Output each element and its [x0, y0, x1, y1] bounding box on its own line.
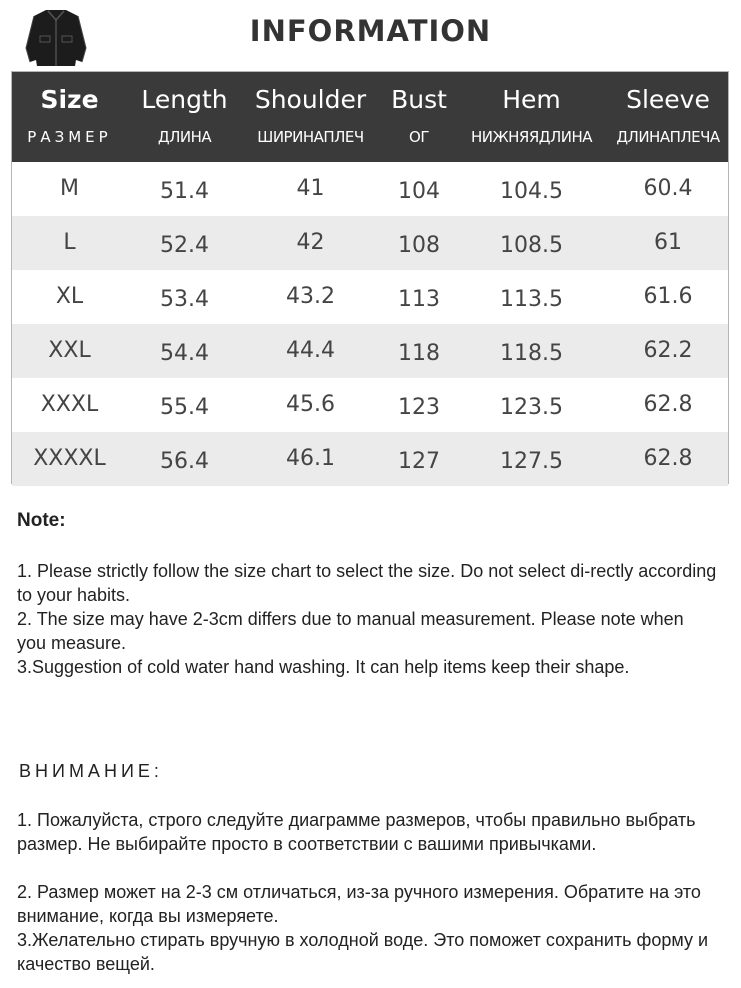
cell-shoulder: 43.2 — [286, 284, 335, 309]
column-header-label: Bust — [391, 85, 447, 114]
cell-hem: 113.5 — [500, 287, 563, 312]
cell-bust: 104 — [398, 179, 440, 204]
cell-length: 51.4 — [160, 179, 209, 204]
cell-hem: 104.5 — [500, 179, 563, 204]
cell-bust: 127 — [398, 449, 440, 474]
column-header-sublabel: РАЗМЕР — [27, 128, 112, 146]
table-row — [12, 432, 728, 486]
cell-length: 54.4 — [160, 341, 209, 366]
column-header-label: Hem — [502, 85, 561, 114]
cell-length: 52.4 — [160, 233, 209, 258]
page-title: INFORMATION — [249, 14, 492, 48]
cell-hem: 127.5 — [500, 449, 563, 474]
column-header-sublabel: НИЖНЯЯДЛИНА — [470, 128, 593, 146]
cell-sleeve: 62.8 — [643, 392, 693, 417]
cell-shoulder: 41 — [296, 176, 325, 201]
table-header — [12, 72, 728, 162]
cell-sleeve: 61.6 — [643, 284, 693, 309]
cell-bust: 118 — [398, 341, 440, 366]
column-header-sleeve — [608, 72, 728, 162]
note-item: 3.Suggestion of cold water hand washing. It can help items keep their shape. — [17, 657, 630, 677]
cell-length: 53.4 — [160, 287, 209, 312]
cell-hem: 118.5 — [500, 341, 563, 366]
column-header-shoulder — [247, 72, 374, 162]
note-item: 2. The size may have 2-3cm differs due to manual measurement. Please note when you measure. — [17, 609, 684, 653]
column-header-hem — [464, 72, 599, 162]
cell-size: XXXXL — [33, 446, 106, 471]
table-row — [12, 378, 728, 432]
column-header-label: Sleeve — [626, 85, 710, 114]
column-header-bust — [374, 72, 464, 162]
cell-hem: 108.5 — [500, 233, 563, 258]
size-table — [11, 71, 729, 484]
note-item: 1. Please strictly follow the size chart to select the size. Do not select di-rectly according to your habits. — [17, 561, 717, 605]
cell-shoulder: 45.6 — [286, 392, 335, 417]
column-header-sublabel: ОГ — [409, 128, 429, 146]
cell-length: 55.4 — [160, 395, 209, 420]
column-header-sublabel: ДЛИНАПЛЕЧА — [616, 128, 720, 146]
table-row — [12, 216, 728, 270]
cell-shoulder: 46.1 — [286, 446, 335, 471]
cell-sleeve: 62.8 — [643, 446, 693, 471]
cell-bust: 123 — [398, 395, 440, 420]
table-row — [12, 324, 728, 378]
cell-sleeve: 62.2 — [643, 338, 693, 363]
cell-shoulder: 44.4 — [286, 338, 335, 363]
column-header-label: Length — [141, 85, 228, 114]
header — [0, 0, 741, 70]
column-header-length — [127, 72, 242, 162]
cell-size: XL — [55, 284, 84, 309]
column-header-sublabel: ШИРИНАПЛЕЧ — [257, 128, 364, 146]
notes-title: Note: — [17, 510, 66, 531]
cell-shoulder: 42 — [296, 230, 325, 255]
column-header-sublabel: ДЛИНА — [157, 128, 212, 146]
cell-size: L — [63, 230, 76, 255]
cell-sleeve: 60.4 — [643, 176, 693, 201]
cell-size: XXL — [48, 338, 91, 363]
cell-size: XXXL — [40, 392, 99, 417]
note-item-ru: 1. Пожалуйста, строго следуйте диаграмме размеров, чтобы правильно выбрать размер. Не выбирайте просто в соответствии с вашими привычками. — [17, 810, 696, 854]
column-header-size — [12, 72, 127, 162]
cell-sleeve: 61 — [654, 230, 682, 255]
column-header-label: Shoulder — [254, 85, 367, 114]
note-item-ru: 3.Желательно стирать вручную в холодной воде. Это поможет сохранить форму и качество вещей. — [17, 930, 709, 974]
table-row — [12, 270, 728, 324]
cell-length: 56.4 — [160, 449, 209, 474]
table-row — [12, 162, 728, 216]
column-header-label: Size — [40, 85, 99, 114]
cell-bust: 108 — [398, 233, 440, 258]
notes-ru-title: ВНИМАНИЕ: — [19, 761, 163, 781]
cell-hem: 123.5 — [500, 395, 563, 420]
cell-size: M — [60, 176, 79, 201]
note-item-ru: 2. Размер может на 2-3 см отличаться, из-за ручного измерения. Обратите на это внимание, когда вы измеряете. — [17, 882, 701, 926]
cell-bust: 113 — [398, 287, 440, 312]
